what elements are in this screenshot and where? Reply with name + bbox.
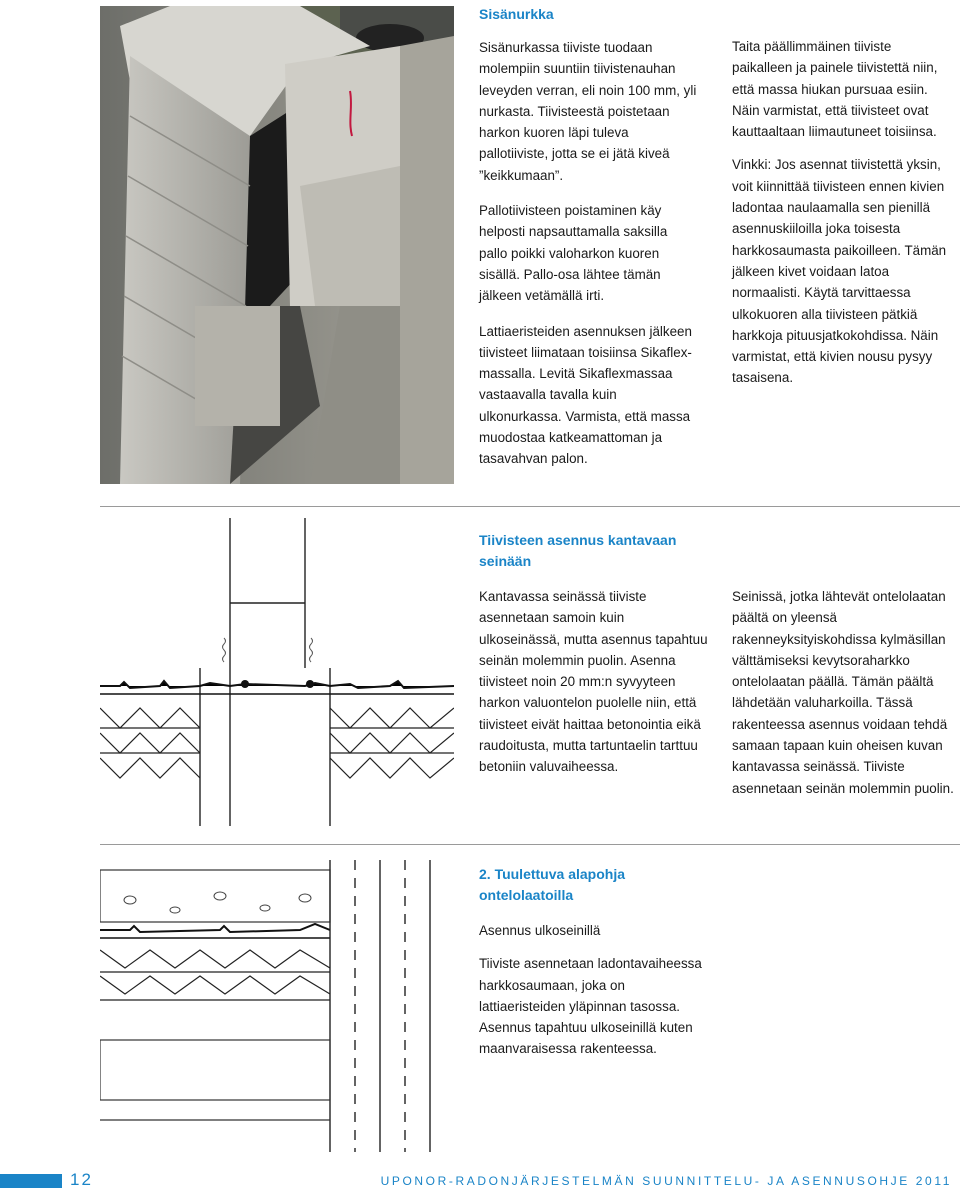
corner-paragraph-1: Sisänurkassa tiiviste tuodaan molempiin suuntiin tiivistenauhan leveyden verran, eli noin 100 mm, yli nurkasta. Tiivisteestä poistetaan harkon kuoren läpi tuleva pallotiiviste, jotta se ei jätä kiveä ”keikkumaan”. <box>479 40 697 183</box>
corner-paragraph-4: Taita päällimmäinen tiiviste paikalleen ja painele tiivistettä niin, että massa hiukan pursuaa esiin. Näin varmistat, että tiivisteet ovat kauttaaltaan liimautuneet toisiinsa. <box>732 39 938 140</box>
corner-section-right <box>732 36 954 399</box>
section-divider <box>100 506 960 507</box>
bearing-section-right <box>732 586 956 799</box>
ventilated-text: Tiiviste asennetaan ladontavaiheessa harkkosaumaan, joka on lattiaeristeiden yläpinnan tasossa. Asennus tapahtuu ulkoseinillä kuten maanvaraisessa rakenteessa. <box>479 956 702 1057</box>
corner-heading: Sisänurkka <box>479 6 554 22</box>
bearing-heading: Tiivisteen asennus kantavaan seinään <box>479 532 677 569</box>
ventilated-section <box>479 864 709 1060</box>
section-divider-2 <box>100 844 960 845</box>
ventilated-subheading: Asennus ulkoseinillä <box>479 923 601 938</box>
footer-title: UPONOR-RADONJÄRJESTELMÄN SUUNNITTELU- JA ASENNUSOHJE 2011 <box>380 1174 952 1188</box>
bearing-wall-drawing <box>100 518 454 826</box>
bearing-left-text: Kantavassa seinässä tiiviste asennetaan samoin kuin ulkoseinässä, mutta asennus tapahtuu seinän molemmin puolin. Asenna tiivisteet noin 20 mm:n syvyyteen harkon valuontelon puolelle niin, että tiivisteet eivät haittaa betonointia eikä raudoitusta, mutta tartuntaelin tarttuu betoniin valuvaiheessa. <box>479 589 708 775</box>
corner-section <box>479 4 699 480</box>
bearing-section <box>479 530 709 778</box>
ventilated-floor-drawing <box>100 860 454 1152</box>
ventilated-heading: 2. Tuulettuva alapohja ontelolaatoilla <box>479 866 625 903</box>
corner-paragraph-3: Lattiaeristeiden asennuksen jälkeen tiivisteet liimataan toisiinsa Sikaflex-massalla. Levitä Sikaflexmassaa vastaavalla tavalla kuin ulkonurkassa. Varmista, että massa muodostaa katkeamattoman ja tasavahvan palon. <box>479 323 692 467</box>
corner-paragraph-2: Pallotiivisteen poistaminen käy helposti napsauttamalla saksilla pallo poikki valoharkon kuoren sisällä. Pallo-osa lähtee tämän jälkeen vetämällä irti. <box>479 203 668 304</box>
installation-photo <box>100 6 454 484</box>
corner-tip-paragraph: Vinkki: Jos asennat tiivistettä yksin, voit kiinnittää tiivisteen ennen kivien ladontaa naulaamalla sen pienillä asennuskiiloilla joka toisesta harkkosaumasta paikoilleen. Tämän jälkeen kivet voidaan latoa normaalisti. Käytä tarvittaessa ulkokuoren alla tiivisteen pätkiä harkkoja pituusjatkokohdissa. Näin varmistat, että kivien nousu pysyy tasaisena. <box>732 157 947 386</box>
page-number: 12 <box>70 1170 93 1189</box>
footer-accent-bar <box>0 1174 62 1188</box>
bearing-right-text: Seinissä, jotka lähtevät ontelolaatan päältä on yleensä rakenneyksityiskohdissa kylmäsillan välttämiseksi kevytsoraharkko ontelolaatan päällä. Tämän päältä lähdetään valuharkoilla. Tässä rakenteessa asennus voidaan tehdä samaan tapaan kuin oheisen kuvan kantavassa seinässä. Tiiviste asennetaan seinän molemmin puolin. <box>732 589 954 796</box>
